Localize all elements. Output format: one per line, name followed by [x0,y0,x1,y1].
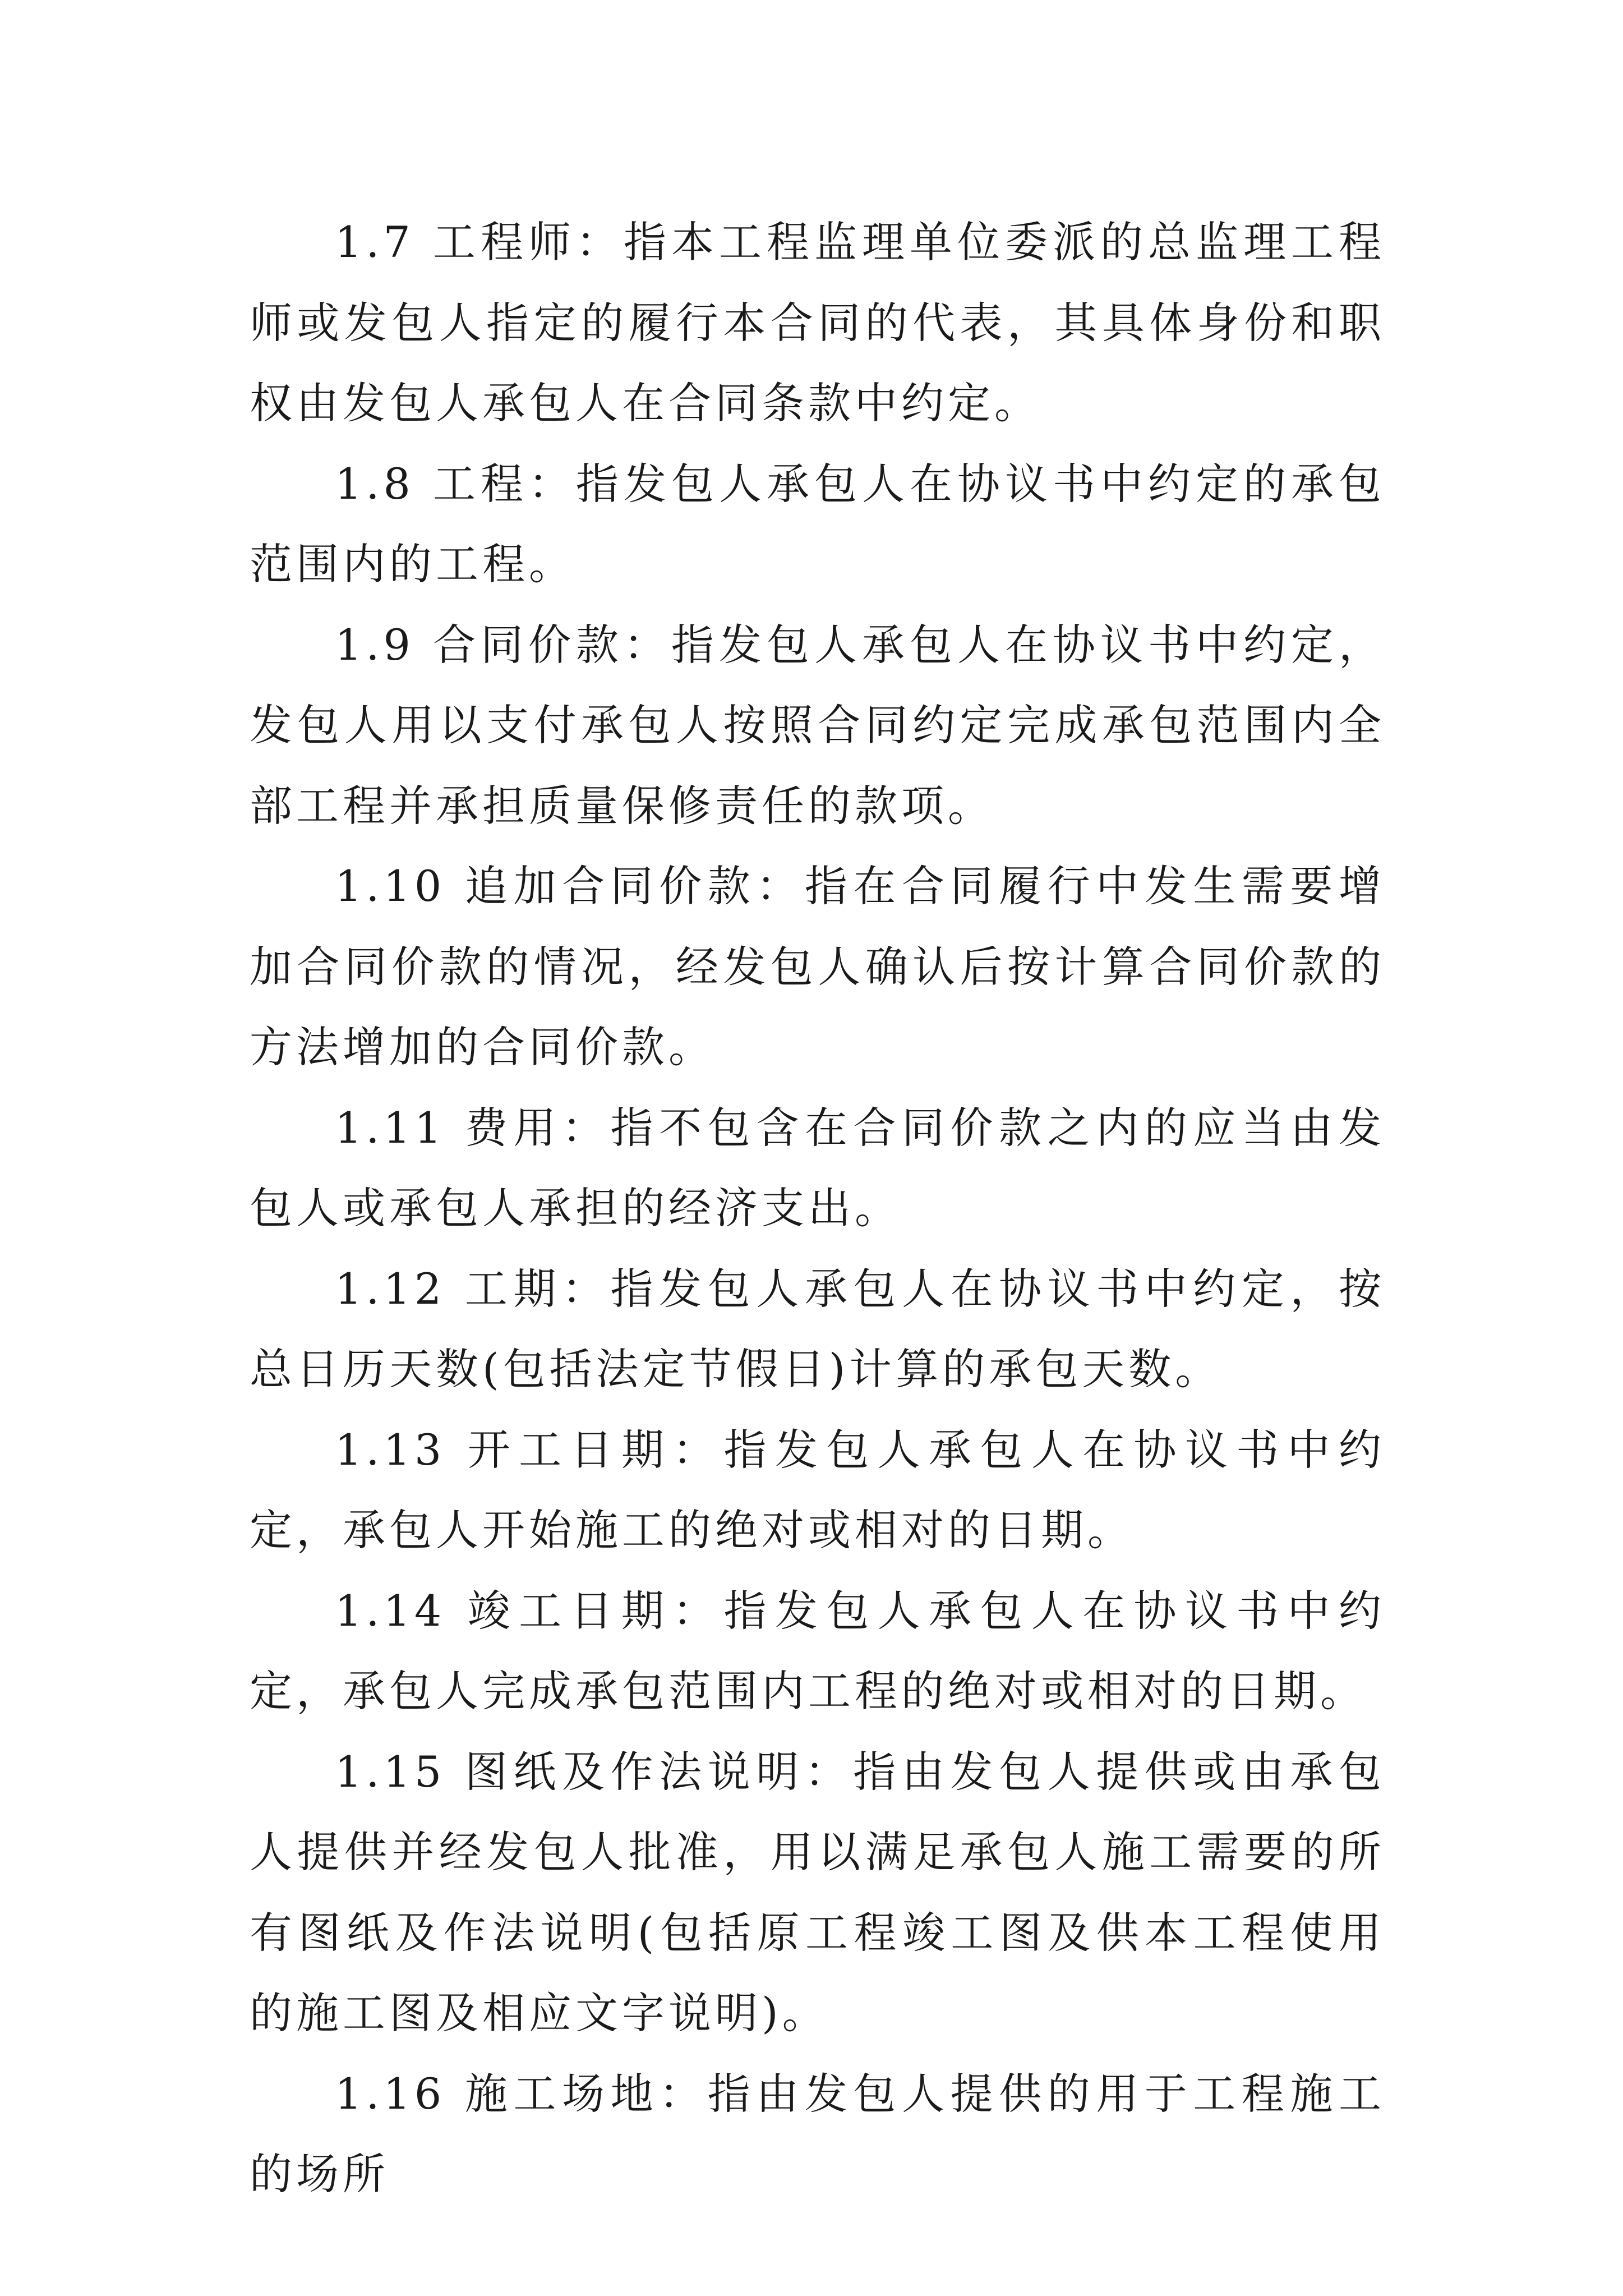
clause-1-15: 1.15 图纸及作法说明：指由发包人提供或由承包人提供并经发包人批准，用以满足承包人施工需要的所有图纸及作法说明(包括原工程竣工图及供本工程使用的施工图及相应文字说明)。 [250,1746,1385,2038]
clause-1-10: 1.10 追加合同价款：指在合同履行中发生需要增加合同价款的情况，经发包人确认后按计算合同价款的方法增加的合同价款。 [250,861,1385,1072]
document-page [250,202,1385,2215]
clause-1-9: 1.9 合同价款：指发包人承包人在协议书中约定，发包人用以支付承包人按照合同约定完成承包范围内全部工程并承担质量保修责任的款项。 [250,619,1385,831]
clause-1-16: 1.16 施工场地：指由发包人提供的用于工程施工的场所 [250,2068,1385,2199]
clause-1-12: 1.12 工期：指发包人承包人在协议书中约定，按总日历天数(包括法定节假日)计算的承包天数。 [250,1263,1385,1394]
clause-1-13: 1.13 开工日期：指发包人承包人在协议书中约定，承包人开始施工的绝对或相对的日期。 [250,1424,1385,1555]
clause-1-8: 1.8 工程：指发包人承包人在协议书中约定的承包范围内的工程。 [250,458,1385,589]
clause-1-11: 1.11 费用：指不包含在合同价款之内的应当由发包人或承包人承担的经济支出。 [250,1102,1385,1233]
clause-1-14: 1.14 竣工日期：指发包人承包人在协议书中约定，承包人完成承包范围内工程的绝对或相对的日期。 [250,1585,1385,1716]
clause-1-7: 1.7 工程师：指本工程监理单位委派的总监理工程师或发包人指定的履行本合同的代表，其具体身份和职权由发包人承包人在合同条款中约定。 [250,217,1385,428]
